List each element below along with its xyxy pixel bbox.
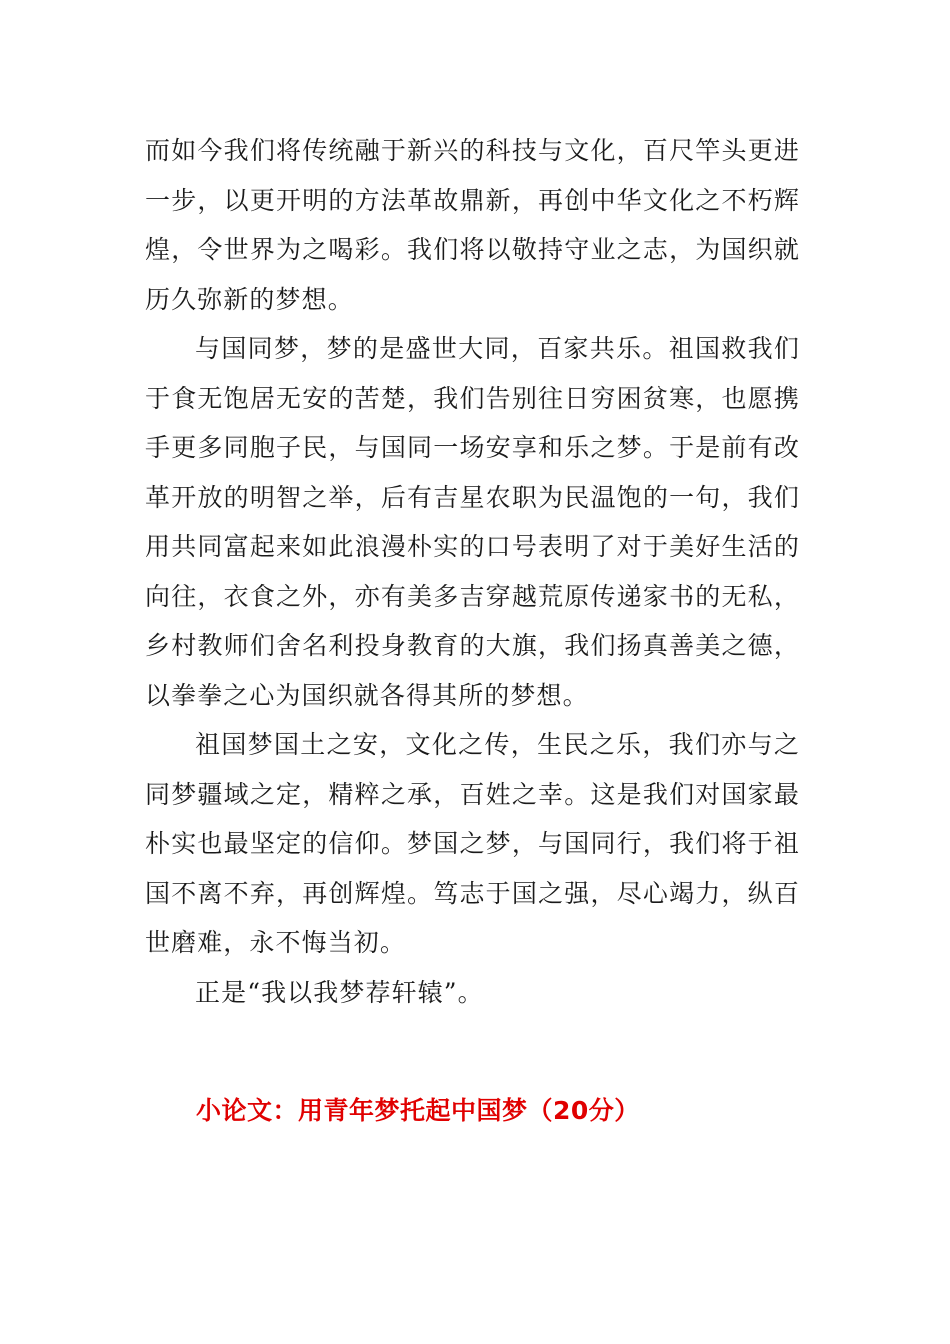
paragraph-dream-with-nation: 与国同梦，梦的是盛世大同，百家共乐。祖国救我们于食无饱居无安的苦楚，我们告别往日穷困贫寒，也愿携手更多同胞子民，与国同一场安享和乐之梦。于是前有改革开放的明智之举，后有吉星农职为民温饱的一句，我们用共同富起来如此浪漫朴实的口号表明了对于美好生活的向往，衣食之外，亦有美多吉穿越荒原传递家书的无私，乡村教师们舍名利投身教育的大旗，我们扬真善美之德，以拳拳之心为国织就各得其所的梦想。 — [145, 334, 800, 710]
document-body — [145, 126, 800, 1017]
paragraph-motherland-dream: 祖国梦国土之安，文化之传，生民之乐，我们亦与之同梦疆域之定，精粹之承，百姓之幸。这是我们对国家最朴实也最坚定的信仰。梦国之梦，与国同行，我们将于祖国不离不弃，再创辉煌。笃志于国之强，尽心竭力，纵百世磨难，永不悔当初。 — [145, 730, 800, 957]
paragraph-continuation: 而如今我们将传统融于新兴的科技与文化，百尺竿头更进一步，以更开明的方法革故鼎新，再创中华文化之不朽辉煌，令世界为之喝彩。我们将以敬持守业之志，为国织就历久弥新的梦想。 — [145, 136, 800, 314]
paragraph-closing-quote: 正是“我以我梦荐轩辕”。 — [195, 977, 484, 1007]
section-heading: 小论文：用青年梦托起中国梦（20分） — [196, 1096, 640, 1125]
